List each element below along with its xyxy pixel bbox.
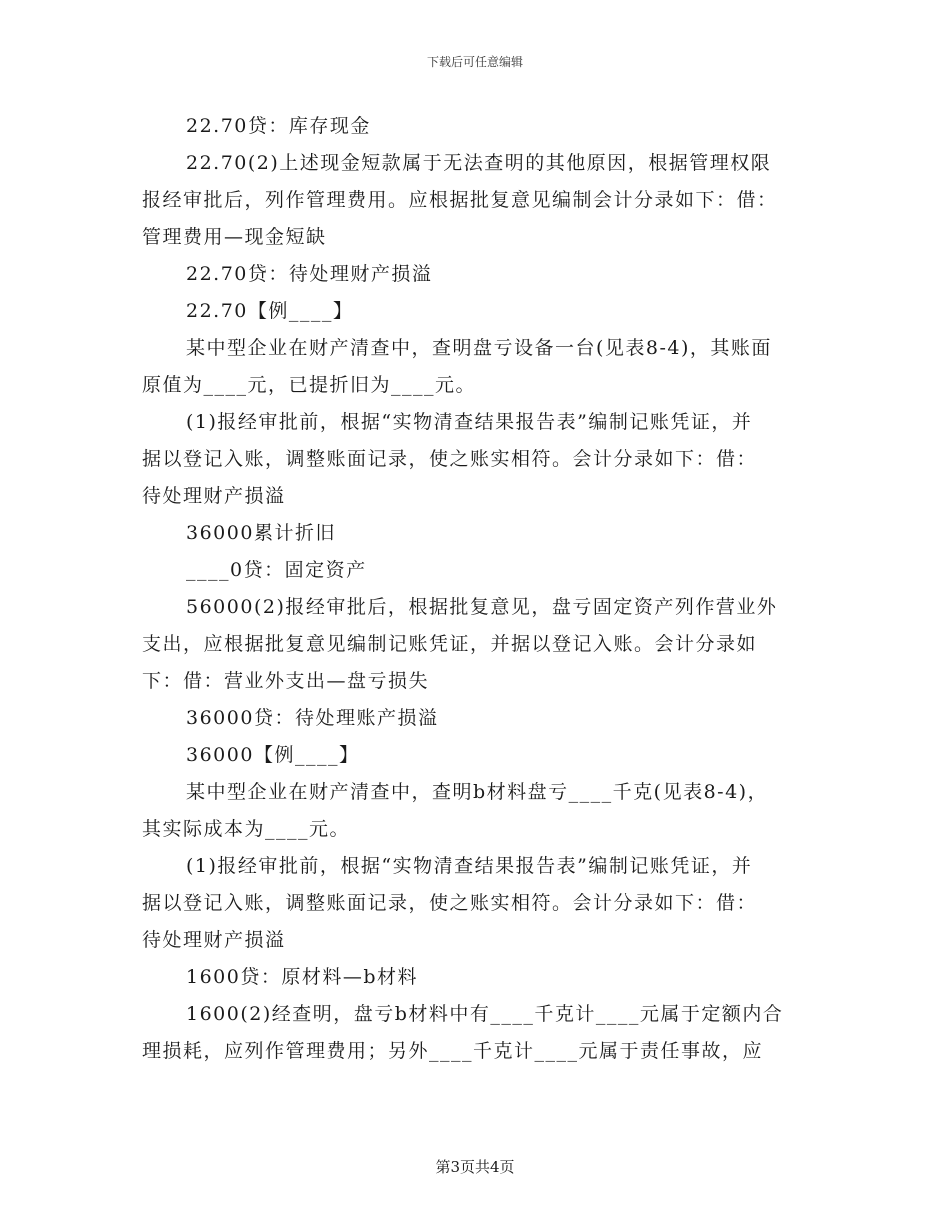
text-line: 某中型企业在财产清查中，查明盘亏设备一台(见表8-4)，其账面 bbox=[186, 337, 772, 359]
document-body bbox=[142, 108, 812, 1070]
text-line: 其实际成本为____元。 bbox=[142, 818, 351, 840]
text-line: 22.70贷：待处理财产损溢 bbox=[186, 263, 433, 285]
text-line: 22.70(2)上述现金短款属于无法查明的其他原因，根据管理权限 bbox=[186, 152, 772, 174]
text-line: 原值为____元，已提折旧为____元。 bbox=[142, 374, 477, 396]
text-line: 支出，应根据批复意见编制记账凭证，并据以登记入账。会计分录如 bbox=[142, 633, 758, 655]
text-line: ____0贷：固定资产 bbox=[186, 559, 367, 581]
text-line: 理损耗，应列作管理费用；另外____千克计____元属于责任事故，应 bbox=[142, 1040, 764, 1062]
page-number-footer: 第3页共4页 bbox=[435, 1158, 515, 1176]
text-line: 据以登记入账，调整账面记录，使之账实相符。会计分录如下：借： bbox=[142, 448, 758, 470]
text-line: 报经审批后，列作管理费用。应根据批复意见编制会计分录如下：借： bbox=[142, 189, 778, 211]
text-line: 1600贷：原材料—b材料 bbox=[186, 966, 419, 988]
text-line: 36000【例____】 bbox=[186, 744, 360, 766]
text-line: 22.70【例____】 bbox=[186, 300, 354, 322]
text-line: (1)报经审批前，根据“实物清查结果报告表”编制记账凭证，并 bbox=[186, 411, 753, 433]
text-line: 下：借：营业外支出—盘亏损失 bbox=[142, 670, 430, 692]
text-line: 36000贷：待处理账产损溢 bbox=[186, 707, 439, 729]
text-line: 待处理财产损溢 bbox=[142, 929, 286, 951]
text-line: 某中型企业在财产清查中，查明b材料盘亏____千克(见表8-4)， bbox=[186, 781, 769, 803]
page-header: 下载后可任意编辑 bbox=[426, 55, 523, 69]
text-line: 22.70贷：库存现金 bbox=[186, 115, 371, 137]
text-line: 管理费用—现金短缺 bbox=[142, 226, 327, 248]
text-line: 36000累计折旧 bbox=[186, 522, 336, 544]
text-line: (1)报经审批前，根据“实物清查结果报告表”编制记账凭证，并 bbox=[186, 855, 753, 877]
text-line: 待处理财产损溢 bbox=[142, 485, 286, 507]
text-line: 1600(2)经查明，盘亏b材料中有____千克计____元属于定额内合 bbox=[186, 1003, 784, 1025]
text-line: 56000(2)报经审批后，根据批复意见，盘亏固定资产列作营业外 bbox=[186, 596, 778, 618]
text-line: 据以登记入账，调整账面记录，使之账实相符。会计分录如下：借： bbox=[142, 892, 758, 914]
